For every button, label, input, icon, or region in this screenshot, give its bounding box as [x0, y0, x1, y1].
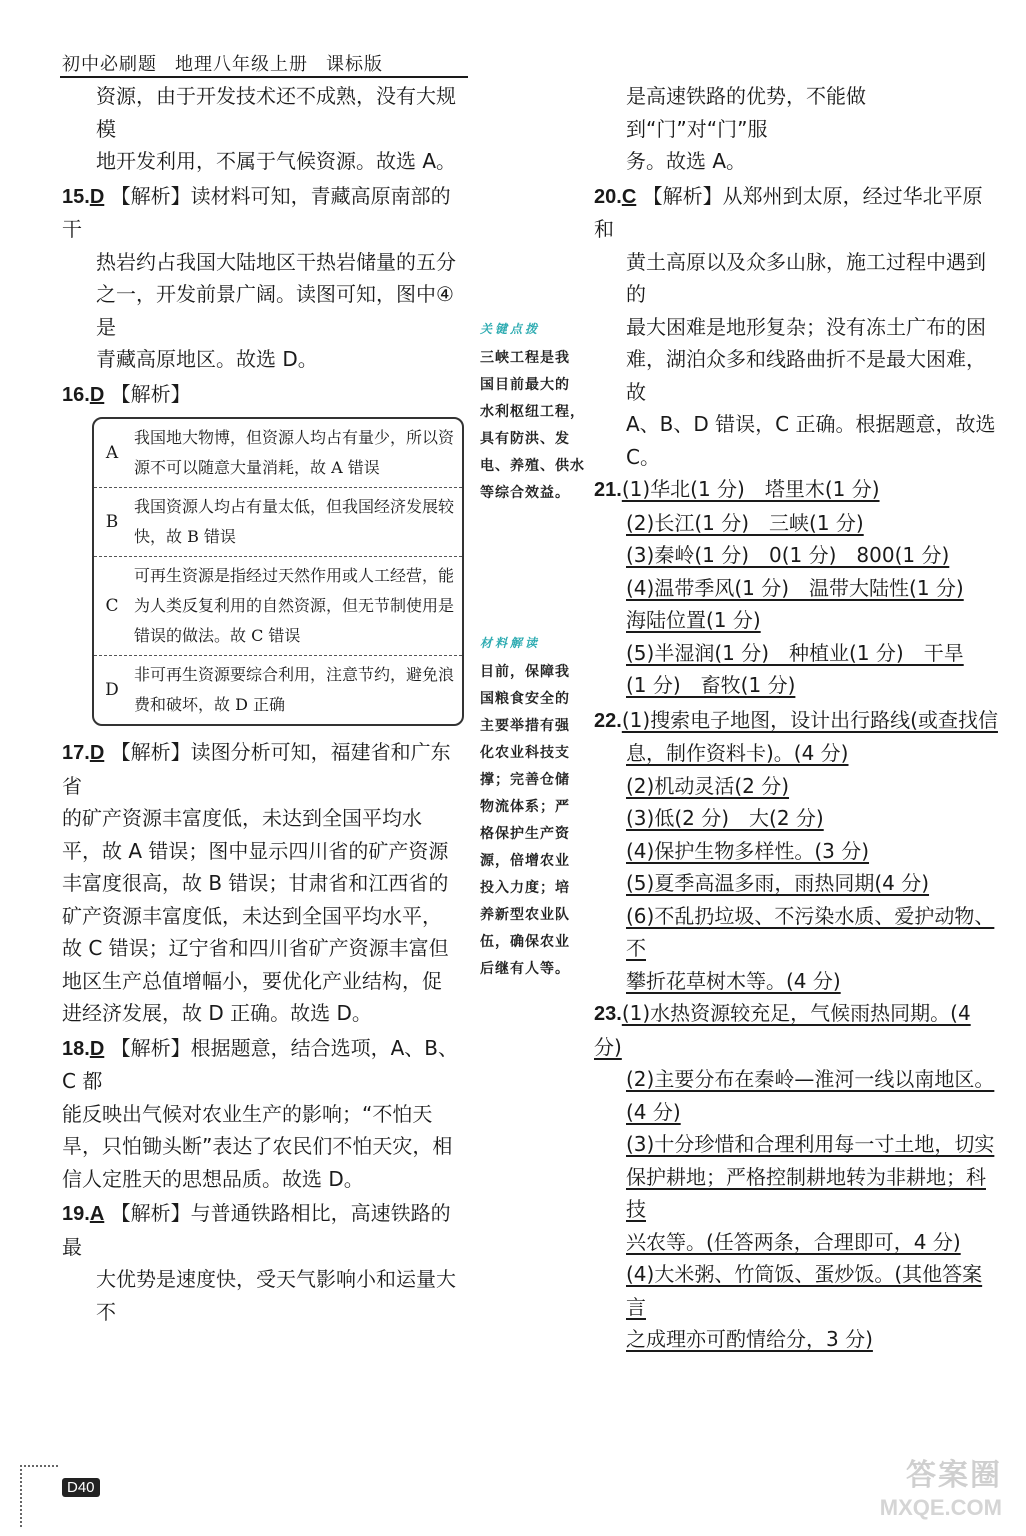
option-label: D [105, 680, 119, 700]
answer-letter: C [621, 185, 637, 208]
explanation-line: 平，故 A 错误；图中显示四川省的矿产资源 [62, 838, 449, 863]
note-line: 主要举措有强 [480, 718, 570, 734]
explanation-line: 最大困难是地形复杂；没有冻土广布的困 [626, 314, 986, 339]
margin-note-key-points [480, 316, 588, 507]
table-row [94, 556, 462, 655]
answer-line: (2)长江(1 分) 三峡(1 分) [626, 510, 864, 535]
answer-line: 保护耕地；严格控制耕地转为非耕地；科技 [626, 1164, 986, 1221]
q19-continued-line: 是高速铁路的优势，不能做到“门”对“门”服 [626, 84, 866, 141]
option-analysis: 我国地大物博，但资源人均占有量少，所以资源不可以随意大量消耗，故 A 错误 [134, 428, 455, 477]
explanation-line: 信人定胜天的思想品质。故选 D。 [62, 1166, 364, 1191]
explanation-line: 青藏高原地区。故选 D。 [96, 347, 318, 371]
question-16 [62, 378, 470, 727]
answer-letter: D [89, 742, 105, 764]
answer-line: 兴农等。(任答两条，合理即可，4 分) [626, 1229, 961, 1254]
question-number: 15. [62, 185, 90, 208]
note-line: 水利枢纽工程， [480, 404, 585, 420]
answer-line: (4)保护生物多样性。(3 分) [626, 838, 870, 863]
running-header [62, 50, 401, 76]
answer-letter: D [89, 185, 105, 208]
note-title: 关键点拨 [480, 322, 541, 336]
header-rule [60, 76, 468, 78]
option-analysis: 我国资源人均占有量太低，但我国经济发展较快，故 B 错误 [134, 497, 455, 546]
explanation-line: 丰富度很高，故 B 错误；甘肃省和江西省的 [62, 871, 449, 895]
note-line: 养新型农业队 [480, 907, 570, 923]
explanation-line: 之一，开发前景广阔。读图可知，图中④是 [96, 282, 454, 339]
question-number: 20. [594, 185, 622, 208]
answer-line: (2)主要分布在秦岭—淮河一线以南地区。 [626, 1067, 995, 1091]
explanation-line: 矿产资源丰富度低，未达到全国平均水平， [62, 903, 442, 928]
answer-line: (4)温带季风(1 分) 温带大陆性(1 分) [626, 575, 964, 600]
option-label: A [105, 443, 119, 463]
option-label: B [105, 512, 119, 532]
watermark-url: MXQE.COM [879, 1495, 1002, 1520]
question-15 [62, 180, 470, 376]
explanation-line: A、B、D 错误，C 正确。根据题意，故选 C。 [626, 412, 996, 469]
question-number: 22. [594, 709, 622, 732]
q19-continued-line: 务。故选 A。 [626, 149, 747, 173]
note-line: 三峡工程是我 [480, 350, 570, 366]
option-analysis: 非可再生资源要综合利用，注意节约，避免浪费和破坏，故 D 正确 [134, 665, 455, 714]
header-subject: 地理八年级上册 [175, 54, 308, 75]
answer-line: (5)夏季高温多雨，雨热同期(4 分) [626, 871, 930, 895]
question-19 [62, 1197, 470, 1328]
explanation-line: 【解析】从郑州到太原，经过华北平原和 [594, 183, 983, 241]
header-edition: 课标版 [326, 54, 383, 75]
left-column [62, 80, 470, 1328]
explanation-line: 黄土高原以及众多山脉，施工过程中遇到的 [626, 249, 986, 306]
answer-line: (3)低(2 分) 大(2 分) [626, 806, 824, 830]
question-23 [594, 997, 1002, 1356]
answer-line: (3)十分珍惜和合理利用每一寸土地，切实 [626, 1132, 995, 1156]
right-column [594, 80, 1002, 1356]
page-corner-decoration [20, 1465, 58, 1527]
note-line: 投入力度；培 [480, 880, 570, 896]
question-20 [594, 180, 1002, 474]
explanation-line: 旱，只怕锄头断”表达了农民们不怕天灾，相 [62, 1134, 453, 1158]
table-row [94, 655, 462, 724]
question-21 [594, 473, 1002, 702]
watermark-logo: 答案圈 [906, 1458, 1002, 1493]
note-line: 撑；完善仓储 [480, 772, 570, 788]
question-number: 16. [62, 383, 90, 406]
answer-letter: D [89, 1037, 105, 1060]
answer-line: 攀折花草树木等。(4 分) [626, 968, 841, 993]
answer-line: (1)水热资源较充足，气候雨热同期。(4 分) [594, 1001, 971, 1059]
answer-line: (5)半湿润(1 分) 种植业(1 分) 干旱 [626, 640, 964, 665]
explanation-line: 【解析】根据题意，结合选项，A、B、C 都 [62, 1035, 459, 1093]
explanation-line: 进经济发展，故 D 正确。故选 D。 [62, 1001, 372, 1025]
header-series: 初中必刷题 [62, 54, 157, 75]
note-line: 国粮食安全的 [480, 691, 570, 707]
explanation-line: 能反映出气候对农业生产的影响；“不怕天 [62, 1101, 433, 1126]
note-line: 目前，保障我 [480, 664, 570, 680]
answer-letter: A [89, 1203, 105, 1225]
note-line: 具有防洪、发 [480, 431, 570, 447]
answer-line: 息，制作资料卡)。(4 分) [626, 741, 849, 765]
answer-line: (1)华北(1 分) 塔里木(1 分) [621, 477, 880, 501]
answer-line: (2)机动灵活(2 分) [626, 773, 790, 798]
note-title: 材料解读 [480, 636, 541, 650]
note-line: 伍，确保农业 [480, 934, 570, 950]
answer-line: (4 分) [626, 1099, 681, 1124]
note-line: 源，倍增农业 [480, 853, 570, 869]
explanation-line: 【解析】读图分析可知，福建省和广东省 [62, 740, 451, 798]
option-label: C [105, 596, 119, 616]
table-row [94, 419, 462, 487]
answer-letter: D [89, 383, 105, 406]
explanation-line: 大优势是速度快，受天气影响小和运量大不 [96, 1267, 456, 1324]
answer-line: (1)搜索电子地图，设计出行路线(或查找信 [621, 707, 998, 732]
explanation-line: 故 C 错误；辽宁省和四川省矿产资源丰富但 [62, 936, 449, 960]
question-17 [62, 736, 470, 1030]
question-number: 18. [62, 1037, 90, 1060]
answer-line: (4)大米粥、竹筒饭、蛋炒饭。(其他答案言 [626, 1262, 983, 1319]
question-number: 17. [62, 742, 90, 764]
note-line: 化农业科技支 [480, 745, 570, 761]
explanation-label: 【解析】 [110, 381, 191, 406]
note-line: 电、养殖、供水 [480, 458, 585, 474]
q14-continued-line: 资源，由于开发技术还不成熟，没有大规模 [96, 84, 456, 141]
note-line: 国目前最大的 [480, 377, 570, 393]
note-line: 等综合效益。 [480, 485, 570, 501]
explanation-line: 难，湖泊众多和线路曲折不是最大困难，故 [626, 347, 986, 404]
answer-line: 之成理亦可酌情给分，3 分) [626, 1327, 873, 1351]
question-18 [62, 1032, 470, 1196]
explanation-line: 热岩约占我国大陆地区干热岩储量的五分 [96, 249, 456, 274]
explanation-line: 【解析】读材料可知，青藏高原南部的干 [62, 183, 451, 241]
option-analysis-table [92, 417, 464, 726]
question-number: 23. [594, 1003, 622, 1025]
answer-line: (6)不乱扔垃圾、不污染水质、爱护动物、不 [626, 903, 995, 960]
note-line: 物流体系；严 [480, 799, 570, 815]
question-22 [594, 704, 1002, 998]
note-line: 格保护生产资 [480, 826, 570, 842]
explanation-line: 【解析】与普通铁路相比，高速铁路的最 [62, 1201, 451, 1259]
explanation-line: 地区生产总值增幅小，要优化产业结构，促 [62, 968, 442, 993]
explanation-line: 的矿产资源丰富度低，未达到全国平均水 [62, 806, 422, 830]
question-number: 21. [594, 479, 622, 501]
question-number: 19. [62, 1203, 90, 1225]
answer-line: (1 分) 畜牧(1 分) [626, 673, 796, 697]
answer-line: (3)秦岭(1 分) 0(1 分) 800(1 分) [626, 543, 950, 567]
q14-continued-line: 地开发利用，不属于气候资源。故选 A。 [96, 149, 457, 173]
answer-line: 海陆位置(1 分) [626, 608, 761, 632]
table-row [94, 487, 462, 556]
option-analysis: 可再生资源是指经过天然作用或人工经营，能为人类反复利用的自然资源，但无节制使用是错误的做法。故 C 错误 [134, 566, 455, 645]
note-line: 后继有人等。 [480, 961, 570, 977]
page-number: D40 [62, 1478, 100, 1497]
margin-note-material [480, 630, 588, 983]
